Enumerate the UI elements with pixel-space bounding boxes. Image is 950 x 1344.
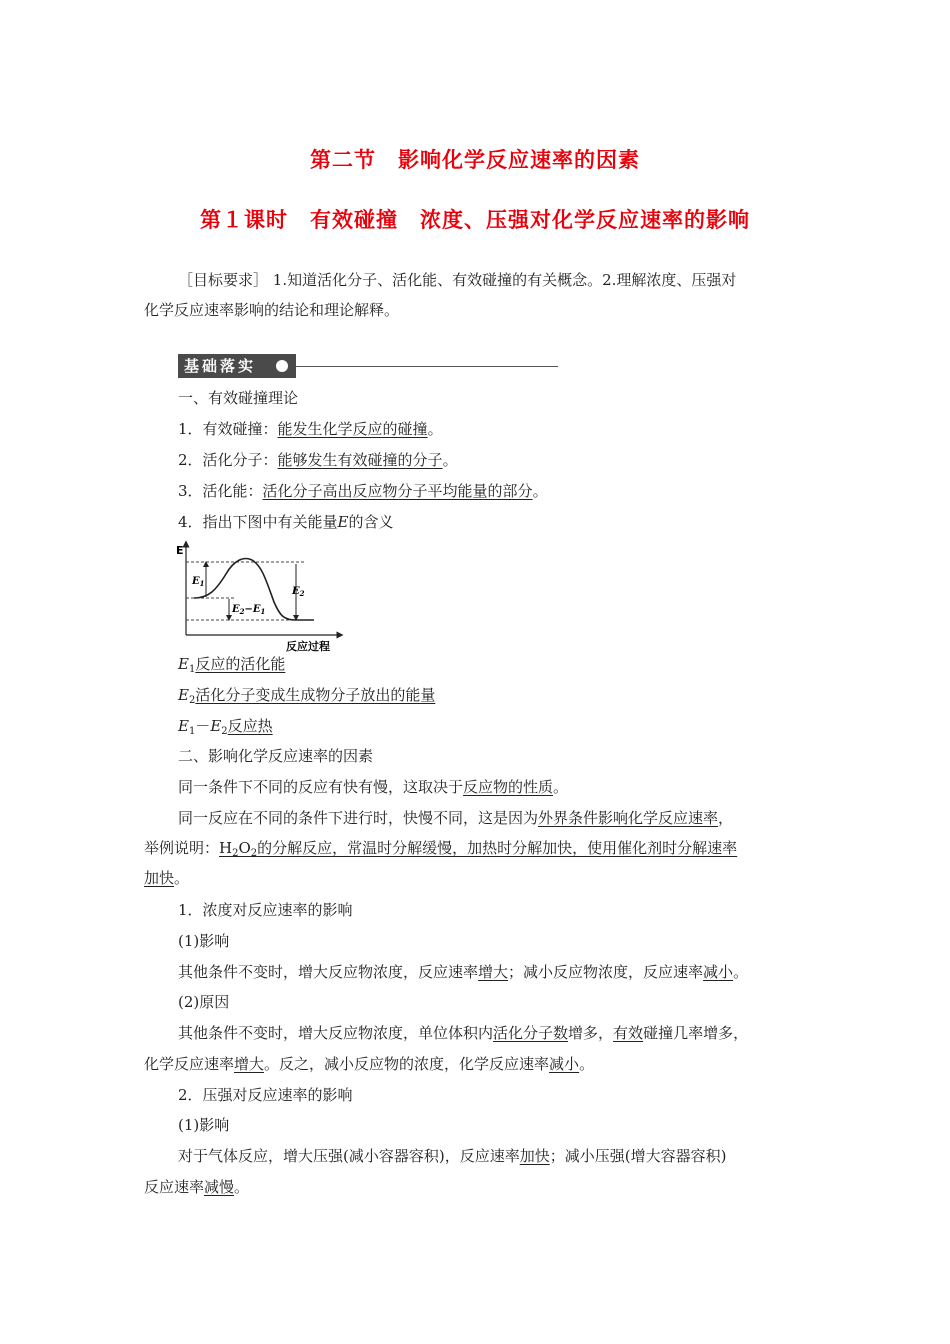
conc-reason-c: 碰撞几率增多，: [643, 1024, 749, 1042]
press-line2-a: 反应速率: [144, 1178, 205, 1196]
conc-effect-a: 其他条件不变时，增大反应物浓度，反应速率: [178, 963, 479, 981]
item4-pre: 4．指出下图中有关能量: [178, 513, 338, 531]
answer-diff-text: 反应热: [227, 717, 273, 735]
answer-e2-var: E: [178, 686, 189, 704]
conc-reason2-b: 。反之，减小反应物的浓度，化学反应速率: [264, 1055, 550, 1073]
sec2-p3-pre: 举例说明：: [144, 839, 220, 857]
answer-e1: [178, 654, 285, 680]
conc-reason-a: 其他条件不变时，增大反应物浓度，单位体积内: [178, 1024, 494, 1042]
press-line2-end: 。: [234, 1178, 250, 1196]
objectives-label: ［目标要求］: [178, 271, 269, 289]
badge-dot-icon: [276, 360, 288, 372]
conc-reason2-end: 。: [579, 1055, 595, 1073]
section-title: 第二节 影响化学反应速率的因素: [310, 148, 640, 172]
conc-effect-answer-1: 增大: [478, 963, 509, 981]
conc-reason-answer-2: 有效: [613, 1024, 644, 1042]
conc-reason2-a: 化学反应速率: [144, 1055, 235, 1073]
item1-answer: 能发生化学反应的碰撞: [277, 420, 428, 438]
sec2-p3-answer: [219, 839, 737, 857]
answer-diff-sub1: 1: [188, 726, 196, 737]
sec2-p4-answer: 加快: [144, 869, 175, 887]
answer-diff: [178, 716, 273, 742]
sec2-p2-answer: 外界条件影响化学反应速率: [538, 809, 719, 827]
conc-reason-text-2: [144, 1054, 594, 1074]
sec2-p4-end: 。: [174, 869, 190, 887]
conc-reason-b: 增多，: [568, 1024, 614, 1042]
press-effect-text-1: [178, 1146, 726, 1166]
answer-diff-var2: E: [210, 717, 222, 735]
sec2-p1-pre: 同一条件下不同的反应有快有慢，这取决于: [178, 778, 464, 796]
item3-end: 。: [532, 482, 548, 500]
item-effective-collision: [178, 419, 443, 439]
diff-label: $E_2-E_1$: [232, 604, 266, 616]
conc-heading: 1．浓度对反应速率的影响: [178, 901, 353, 919]
conc-effect-b: ；减小反应物浓度，反应速率: [508, 963, 704, 981]
press-answer-1: 加快: [519, 1147, 550, 1165]
conc-effect-heading: (1)影响: [178, 932, 230, 950]
conc-reason-text-1: [178, 1023, 748, 1043]
answer-e1-sub: 1: [188, 664, 196, 675]
diagram-x-label: 反应过程: [286, 640, 330, 653]
sec2-para-2: [178, 808, 733, 828]
h2o2-sub1: 2: [232, 848, 239, 859]
sec2-p1-answer: 反应物的性质: [463, 778, 554, 796]
conc-reason-heading: (2)原因: [178, 993, 230, 1011]
sec2-para-3: [144, 838, 737, 864]
sec2-p1-end: 。: [553, 778, 569, 796]
item-activation-energy: [178, 481, 548, 501]
press-heading: 2．压强对反应速率的影响: [178, 1086, 353, 1104]
lesson-subtitle: 第１课时 有效碰撞 浓度、压强对化学反应速率的影响: [200, 208, 750, 232]
press-line-a: 对于气体反应，增大压强(减小容器容积)，反应速率: [178, 1147, 520, 1165]
h2o2-h: H: [219, 839, 233, 857]
sec2-p3-rest: 的分解反应，常温时分解缓慢，加热时分解加快，使用催化剂时分解速率: [257, 839, 738, 857]
energy-diagram: [174, 540, 344, 655]
conc-reason2-answer-1: 增大: [234, 1055, 265, 1073]
item1-label: 1．有效碰撞：: [178, 420, 278, 438]
item-activated-molecule: [178, 450, 458, 470]
press-effect-heading: (1)影响: [178, 1116, 230, 1134]
section-badge-label: 基础落实: [184, 357, 257, 375]
item3-label: 3．活化能：: [178, 482, 263, 500]
objectives-line-2: 化学反应速率影响的结论和理论解释。: [144, 301, 400, 319]
section-badge: [178, 354, 296, 378]
answer-diff-minus: －: [195, 717, 211, 735]
conc-reason2-answer-2: 减小: [549, 1055, 580, 1073]
answer-diff-var1: E: [178, 717, 189, 735]
item2-label: 2．活化分子：: [178, 451, 278, 469]
sec2-p2-pre: 同一反应在不同的条件下进行时，快慢不同，这是因为: [178, 809, 539, 827]
sec1-heading: 一、有效碰撞理论: [178, 389, 299, 407]
conc-effect-end: 。: [733, 963, 749, 981]
answer-diff-sub2: 2: [221, 726, 228, 737]
conc-effect-answer-2: 减小: [703, 963, 734, 981]
item3-answer: 活化分子高出反应物分子平均能量的部分: [262, 482, 533, 500]
answer-e2-sub: 2: [188, 695, 196, 706]
h2o2-o: O: [238, 839, 251, 857]
answer-e1-var: E: [178, 655, 189, 673]
answer-e1-text: 反应的活化能: [195, 655, 286, 673]
item-energy-diagram-prompt: [178, 512, 394, 532]
objectives-line-1: [178, 270, 736, 290]
answer-e2-text: 活化分子变成生成物分子放出的能量: [195, 686, 436, 704]
diagram-y-label: E: [176, 544, 184, 557]
sec2-heading: 二、影响化学反应速率的因素: [178, 747, 374, 765]
press-line-b: ；减小压强(增大容器容积): [549, 1147, 727, 1165]
e2-label: $E_2$: [292, 586, 305, 598]
e1-label: $E_1$: [192, 576, 205, 588]
press-effect-text-2: [144, 1177, 249, 1197]
item1-end: 。: [427, 420, 443, 438]
item2-answer: 能够发生有效碰撞的分子: [277, 451, 443, 469]
conc-effect-text: [178, 962, 748, 982]
item2-end: 。: [442, 451, 458, 469]
press-answer-2: 减慢: [204, 1178, 235, 1196]
item4-post: 的含义: [348, 513, 394, 531]
sec2-p2-end: ，: [718, 809, 734, 827]
answer-e2: [178, 685, 435, 711]
item4-var: E: [337, 513, 349, 531]
h2o2-sub2: 2: [250, 848, 258, 859]
sec2-para-4: [144, 868, 189, 888]
objectives-text-1: 1.知道活化分子、活化能、有效碰撞的有关概念。2.理解浓度、压强对: [272, 271, 737, 289]
sec2-para-1: [178, 777, 568, 797]
conc-reason-answer-1: 活化分子数: [493, 1024, 569, 1042]
badge-rule: [296, 366, 558, 367]
